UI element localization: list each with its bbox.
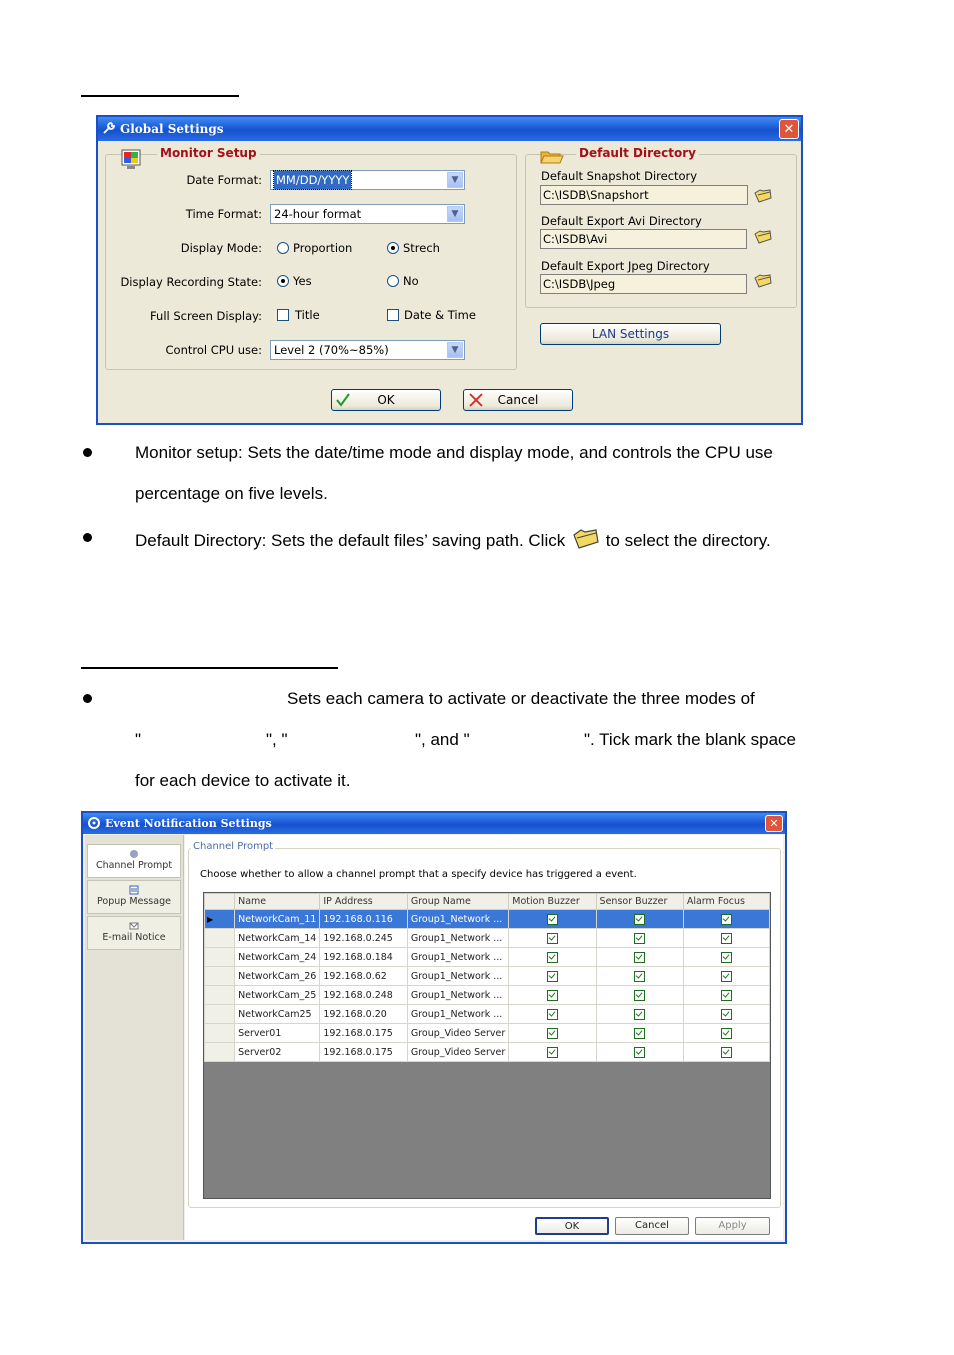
bullet3-quote4: ". Tick mark the blank space [584,730,797,749]
message-icon [129,885,139,895]
gear-icon [87,816,101,830]
chevron-down-icon[interactable]: ▼ [447,172,463,188]
table-row[interactable] [205,967,770,986]
default-directory-title: Default Directory [576,146,699,160]
monitor-icon [121,149,143,171]
proportion-radio[interactable] [277,242,289,254]
sensor-buzzer-checkbox-cell [596,929,683,948]
device-table [203,892,771,1199]
apply-label: Apply [718,1220,747,1231]
column-header-alarm-focus[interactable]: Alarm Focus [683,894,769,910]
motion-buzzer-checkbox-cell [509,967,596,986]
sensor-buzzer-checkbox[interactable] [634,952,645,963]
bell-icon [129,849,139,859]
group-cell: Group1_Network ... [407,910,508,929]
bullet2-after: to select the directory. [605,531,771,550]
date-format-label: Date Format: [186,173,262,187]
motion-buzzer-checkbox[interactable] [547,1009,558,1020]
alarm-focus-checkbox[interactable] [721,914,732,925]
channel-prompt-title: Channel Prompt [193,841,274,852]
ok-button[interactable] [331,389,441,411]
settings-sidebar [85,835,184,1240]
alarm-focus-checkbox[interactable] [721,1047,732,1058]
proportion-label: Proportion [293,241,353,255]
no-label: No [403,274,419,288]
instruction-text: Choose whether to allow a channel prompt that a specify device has triggered a event. [200,869,637,880]
section-heading-rule [81,95,239,97]
sensor-buzzer-checkbox[interactable] [634,933,645,944]
snapshot-directory-label: Default Snapshot Directory [541,169,698,183]
bullet3-quote3: ", and " [415,730,470,749]
row-header[interactable] [205,1043,235,1062]
close-icon: ✕ [783,122,795,137]
dialog-title: Event Notification Settings [105,817,272,830]
check-icon [336,393,350,407]
folder-open-icon [540,149,564,165]
group-cell: Group1_Network ... [407,948,508,967]
bullet [83,694,92,703]
cpu-label: Control CPU use: [165,343,262,357]
sensor-buzzer-checkbox-cell [596,1024,683,1043]
avi-directory-label: Default Export Avi Directory [541,214,702,228]
row-header[interactable] [205,986,235,1005]
sensor-buzzer-checkbox-cell [596,1043,683,1062]
no-radio[interactable] [387,275,399,287]
motion-buzzer-checkbox-cell [509,1024,596,1043]
row-header[interactable] [205,1005,235,1024]
close-button[interactable] [779,119,799,139]
motion-buzzer-checkbox[interactable] [547,914,558,925]
bullet3-line1: Sets each camera to activate or deactivate the three modes of [287,689,755,708]
snapshot-path-field[interactable]: C:\ISDB\Snapshort [540,185,748,205]
sidebar-item-channel-prompt[interactable] [87,844,181,878]
bullet3-line3: for each device to activate it. [135,771,351,790]
sidebar-item-label: Channel Prompt [95,860,173,871]
dialog-titlebar[interactable] [83,813,785,834]
alarm-focus-checkbox-cell [683,910,769,929]
ok-label: OK [377,393,395,407]
time-format-value: 24-hour format [274,207,362,221]
alarm-focus-checkbox[interactable] [721,933,732,944]
folder-browse-icon[interactable] [754,230,772,244]
bullet [83,448,92,457]
sensor-buzzer-checkbox[interactable] [634,990,645,1001]
yes-radio[interactable] [277,275,289,287]
motion-buzzer-checkbox-cell [509,1005,596,1024]
lan-settings-button[interactable] [540,323,721,345]
alarm-focus-checkbox[interactable] [721,952,732,963]
row-header[interactable] [205,967,235,986]
sensor-buzzer-checkbox[interactable] [634,1009,645,1020]
motion-buzzer-checkbox-cell [509,929,596,948]
table-row[interactable] [205,948,770,967]
sensor-buzzer-checkbox[interactable] [634,971,645,982]
title-checkbox[interactable] [277,309,289,321]
motion-buzzer-checkbox[interactable] [547,971,558,982]
sidebar-item-label: E-mail Notice [102,932,166,943]
channel-prompt-panel [185,835,783,1240]
ip-cell: 192.168.0.175 [320,1043,407,1062]
alarm-focus-checkbox-cell [683,1005,769,1024]
row-header[interactable] [205,910,235,929]
folder-browse-icon[interactable] [754,189,772,203]
full-screen-label: Full Screen Display: [150,309,262,323]
cancel-label: Cancel [497,393,539,407]
table-row[interactable] [205,1024,770,1043]
name-cell: NetworkCam_24 [235,948,320,967]
sensor-buzzer-checkbox-cell [596,948,683,967]
yes-label: Yes [293,274,312,288]
wrench-icon [102,121,116,135]
table-row[interactable] [205,910,770,929]
column-header-sensor-buzzer[interactable]: Sensor Buzzer [596,894,683,910]
time-format-label: Time Format: [185,207,262,221]
group-cell: Group_Video Server [407,1024,508,1043]
strech-radio[interactable] [387,242,399,254]
alarm-focus-checkbox[interactable] [721,1028,732,1039]
sensor-buzzer-checkbox-cell [596,967,683,986]
ip-cell: 192.168.0.62 [320,967,407,986]
bullet2-line [135,528,771,551]
chevron-down-icon[interactable]: ▼ [447,342,463,358]
time-format-select[interactable] [270,204,465,224]
alarm-focus-checkbox-cell [683,929,769,948]
cancel-button[interactable] [615,1217,689,1235]
date-format-select[interactable] [270,170,465,190]
name-cell: NetworkCam_25 [235,986,320,1005]
table-row[interactable] [205,986,770,1005]
sidebar-item-popup-message[interactable] [87,880,181,914]
motion-buzzer-checkbox[interactable] [547,1028,558,1039]
bullet3-quote2: ", " [266,730,288,749]
cpu-value: Level 2 (70%~85%) [274,343,389,357]
alarm-focus-checkbox-cell [683,1043,769,1062]
group-cell: Group1_Network ... [407,967,508,986]
row-header-corner [205,894,235,910]
name-cell: Server02 [235,1043,320,1062]
motion-buzzer-checkbox-cell [509,986,596,1005]
alarm-focus-checkbox-cell [683,986,769,1005]
cancel-button[interactable] [463,389,573,411]
dialog-title: Global Settings [120,122,224,136]
name-cell: NetworkCam_14 [235,929,320,948]
dialog-titlebar[interactable] [98,117,801,141]
event-notification-dialog [81,811,787,1244]
jpeg-directory-label: Default Export Jpeg Directory [541,259,710,273]
table-row[interactable] [205,1005,770,1024]
alarm-focus-checkbox-cell [683,1024,769,1043]
table-row[interactable] [205,929,770,948]
column-header-motion-buzzer[interactable]: Motion Buzzer [509,894,596,910]
sensor-buzzer-checkbox-cell [596,1005,683,1024]
date-time-checkbox[interactable] [387,309,399,321]
group-cell: Group1_Network ... [407,986,508,1005]
alarm-focus-checkbox-cell [683,948,769,967]
strech-label: Strech [403,241,440,255]
chevron-down-icon[interactable]: ▼ [447,206,463,222]
motion-buzzer-checkbox-cell [509,948,596,967]
close-icon: ✕ [769,817,779,830]
alarm-focus-checkbox[interactable] [721,1009,732,1020]
group-cell: Group1_Network ... [407,1005,508,1024]
group-cell: Group1_Network ... [407,929,508,948]
row-header[interactable] [205,929,235,948]
recording-state-label: Display Recording State: [120,275,262,289]
ip-cell: 192.168.0.20 [320,1005,407,1024]
ip-cell: 192.168.0.245 [320,929,407,948]
row-pointer-icon: ▶ [207,914,214,924]
ip-cell: 192.168.0.175 [320,1024,407,1043]
display-mode-label: Display Mode: [180,241,262,255]
title-checkbox-label: Title [295,308,320,322]
sensor-buzzer-checkbox-cell [596,986,683,1005]
folder-browse-icon[interactable] [754,274,772,288]
table-header-row [205,894,770,910]
folder-browse-icon [572,528,599,550]
sensor-buzzer-checkbox[interactable] [634,914,645,925]
sensor-buzzer-checkbox-cell [596,910,683,929]
monitor-setup-title: Monitor Setup [157,146,260,160]
section-heading-rule [81,667,338,669]
ip-cell: 192.168.0.184 [320,948,407,967]
x-icon [469,393,483,407]
name-cell: Server01 [235,1024,320,1043]
global-settings-dialog [96,115,803,425]
column-header-ip[interactable]: IP Address [320,894,407,910]
ok-button[interactable] [535,1217,609,1235]
bullet3-quote1: " [135,730,142,749]
motion-buzzer-checkbox[interactable] [547,990,558,1001]
sidebar-item-email-notice[interactable] [87,916,181,950]
row-header[interactable] [205,1024,235,1043]
group-cell: Group_Video Server [407,1043,508,1062]
motion-buzzer-checkbox-cell [509,910,596,929]
avi-path-field[interactable]: C:\ISDB\Avi [540,229,747,249]
motion-buzzer-checkbox-cell [509,1043,596,1062]
sensor-buzzer-checkbox[interactable] [634,1047,645,1058]
close-button[interactable] [765,815,783,832]
motion-buzzer-checkbox[interactable] [547,952,558,963]
name-cell: NetworkCam_11 [235,910,320,929]
alarm-focus-checkbox[interactable] [721,971,732,982]
column-header-name[interactable]: Name [235,894,320,910]
column-header-group[interactable]: Group Name [407,894,508,910]
jpeg-path-field[interactable]: C:\ISDB\Jpeg [540,274,747,294]
table-row[interactable] [205,1043,770,1062]
date-format-value: MM/DD/YYYY [276,173,350,187]
cancel-label: Cancel [635,1220,669,1231]
bullet [83,533,92,542]
alarm-focus-checkbox[interactable] [721,990,732,1001]
motion-buzzer-checkbox[interactable] [547,933,558,944]
sensor-buzzer-checkbox[interactable] [634,1028,645,1039]
date-time-checkbox-label: Date & Time [404,308,476,322]
motion-buzzer-checkbox[interactable] [547,1047,558,1058]
cpu-select[interactable] [270,340,465,360]
bullet2-before: Default Directory: Sets the default files’ saving path. Click [135,531,566,550]
bullet1-line1: Monitor setup: Sets the date/time mode and display mode, and controls the CPU use [135,443,773,462]
sidebar-item-label: Popup Message [97,896,171,907]
envelope-icon [129,921,139,931]
name-cell: NetworkCam25 [235,1005,320,1024]
lan-settings-label: LAN Settings [591,327,670,341]
device-grid [204,893,770,1062]
ok-label: OK [564,1221,580,1232]
alarm-focus-checkbox-cell [683,967,769,986]
bullet1-line2: percentage on five levels. [135,484,328,503]
ip-cell: 192.168.0.248 [320,986,407,1005]
ip-cell: 192.168.0.116 [320,910,407,929]
row-header[interactable] [205,948,235,967]
apply-button[interactable] [695,1217,770,1235]
name-cell: NetworkCam_26 [235,967,320,986]
